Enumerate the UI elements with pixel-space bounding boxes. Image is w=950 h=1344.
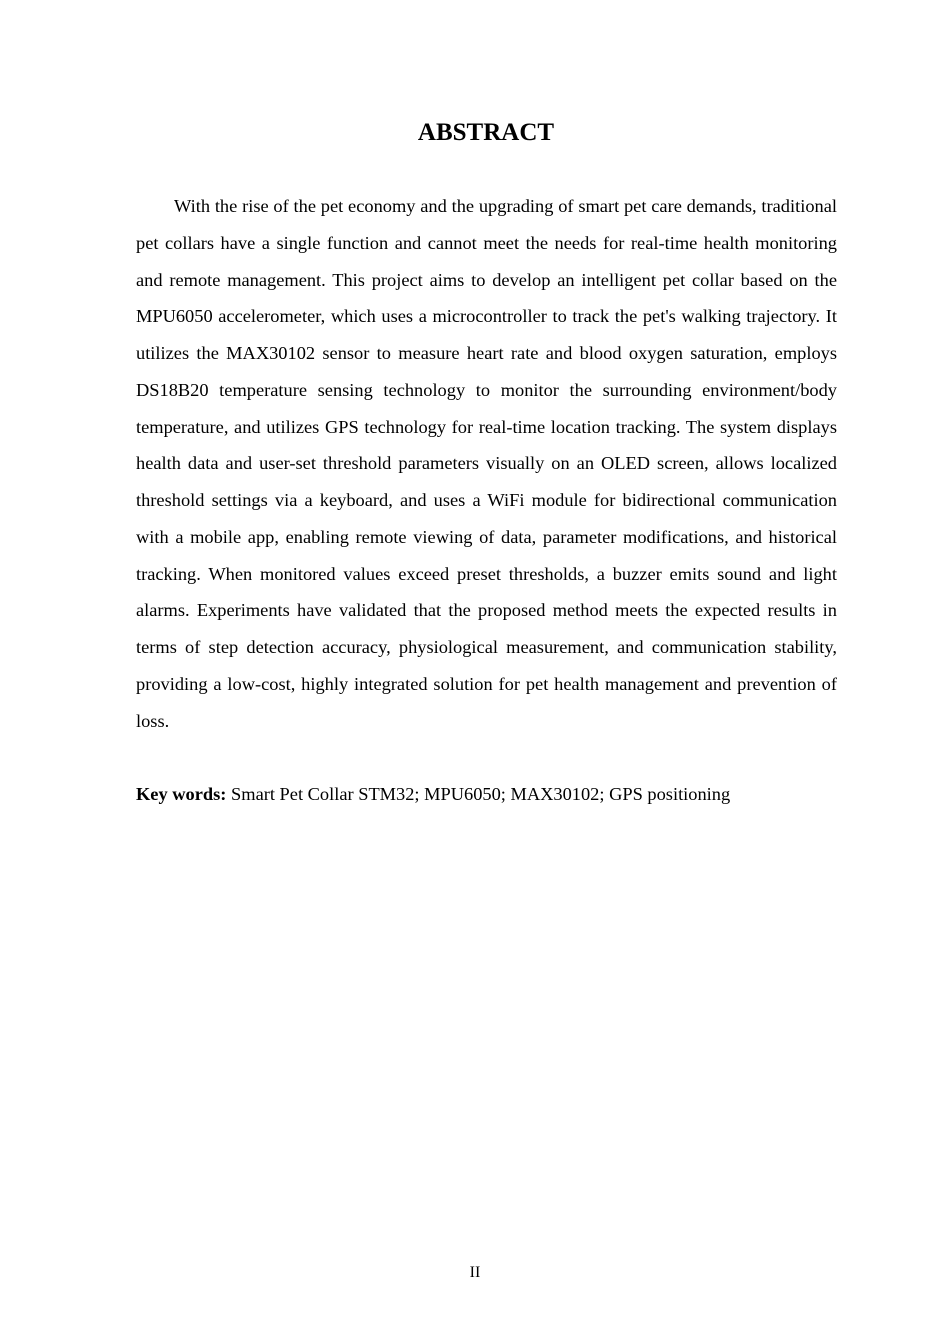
- keywords-line: [136, 776, 837, 812]
- abstract-paragraph: With the rise of the pet economy and the upgrading of smart pet care demands, traditional pet collars have a single function and cannot meet the needs for real-time health monitoring and remote management. This project aims to develop an intelligent pet collar based on the MPU6050 accelerometer, which uses a microcontroller to track the pet's walking trajectory. It utilizes the MAX30102 sensor to measure heart rate and blood oxygen saturation, employs DS18B20 temperature sensing technology to monitor the surrounding environment/body temperature, and utilizes GPS technology for real-time location tracking. The system displays health data and user-set threshold parameters visually on an OLED screen, allows localized threshold settings via a keyboard, and uses a WiFi module for bidirectional communication with a mobile app, enabling remote viewing of data, parameter modifications, and historical tracking. When monitored values exceed preset thresholds, a buzzer emits sound and light alarms. Experiments have validated that the proposed method meets the expected results in terms of step detection accuracy, physiological measurement, and communication stability, providing a low-cost, highly integrated solution for pet health management and prevention of loss.: [136, 196, 837, 731]
- page-number: II: [469, 1264, 481, 1281]
- page-title: ABSTRACT: [417, 119, 555, 146]
- keywords-text: Smart Pet Collar STM32; MPU6050; MAX30102; GPS positioning: [231, 784, 731, 804]
- keywords-label: Key words:: [136, 784, 227, 804]
